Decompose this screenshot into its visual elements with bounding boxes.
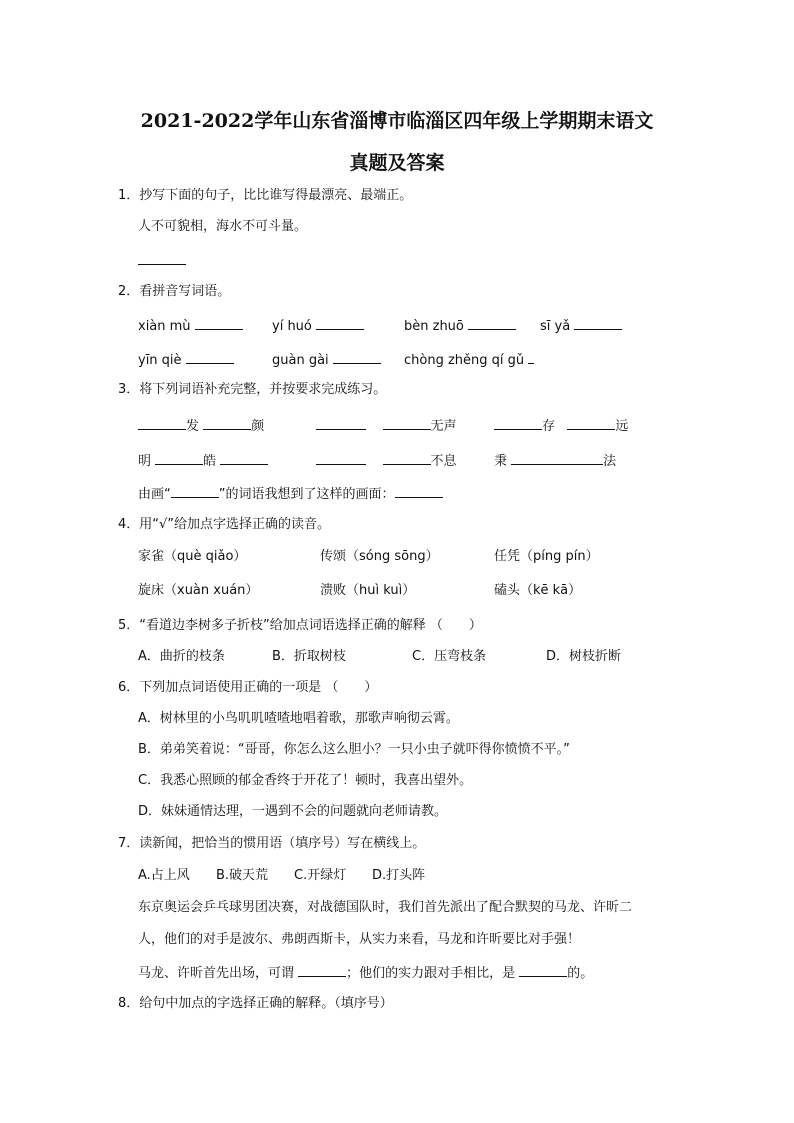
text: ”的词语我想到了这样的画面：	[218, 487, 395, 502]
word-part: 存	[542, 419, 556, 434]
q2-item	[272, 351, 381, 369]
q7-option: C.开绿灯	[294, 868, 347, 883]
text: 的。	[567, 966, 594, 981]
text: ；他们的实力跟对手相比，是	[346, 966, 520, 981]
pinyin: chòng zhěng qí gǔ	[404, 353, 525, 368]
pinyin: yí huó	[272, 319, 312, 334]
q6-option: D．妹妹通情达理，一遇到不会的问题就向老师请教。	[138, 804, 448, 819]
pinyin: sī yǎ	[540, 319, 571, 334]
q7-text: 东京奥运会乒乓球男团决赛，对战德国队时，我们首先派出了配合默契的马龙、许昕二	[138, 900, 633, 915]
q6-option: B．弟弟笑着说：“哥哥，你怎么这么胆小？一只小虫子就吓得你愤愤不平。”	[138, 742, 570, 757]
q5-option: B．折取树枝	[272, 649, 346, 664]
q2-item	[138, 351, 234, 369]
q2-item	[138, 317, 243, 335]
word-part: 明	[138, 454, 152, 469]
q7-text-blanks	[138, 964, 593, 982]
q6-option: C．我悉心照顾的郁金香终于开花了！顿时，我喜出望外。	[138, 773, 473, 788]
q1-answer-blank	[138, 252, 186, 270]
q4-item: 溃败（huì kuì）	[320, 583, 416, 598]
q3-row1b	[316, 417, 457, 435]
q7-option: A.占上风	[138, 868, 190, 883]
word-part: 秉	[494, 454, 508, 469]
q3-row3	[138, 485, 443, 503]
title-line-1: 2021-2022学年山东省淄博市临淄区四年级上学期期末语文	[140, 110, 654, 132]
q3-stem: 3．将下列词语补充完整，并按要求完成练习。	[118, 382, 387, 397]
q5-stem: 5．“看道边李树多子折枝”给加点词语选择正确的解释 （ ）	[118, 618, 482, 633]
q2-item	[404, 351, 534, 369]
q7-text: 人，他们的对手是波尔、弗朗西斯卡，从实力来看，马龙和许昕要比对手强！	[138, 932, 581, 947]
q3-row1c	[494, 417, 628, 435]
q4-item: 磕头（kē kā）	[494, 583, 582, 598]
q3-row1	[138, 417, 264, 435]
q5-option: C．压弯枝条	[412, 649, 487, 664]
word-part: 远	[615, 419, 629, 434]
q6-option: A．树林里的小鸟叽叽喳喳地唱着歌，那歌声响彻云霄。	[138, 711, 459, 726]
q4-item: 旋床（xuàn xuán）	[138, 583, 259, 598]
text: 马龙、许昕首先出场，可谓	[138, 966, 299, 981]
text: 由画“	[138, 487, 171, 502]
q3-row2b	[316, 452, 457, 470]
q4-stem: 4．用“√”给加点字选择正确的读音。	[118, 517, 331, 532]
word-part: 皓	[203, 454, 217, 469]
q3-row2	[138, 452, 268, 470]
q5-option: A．曲折的枝条	[138, 649, 225, 664]
q4-item: 家雀（què qiǎo）	[138, 549, 247, 564]
pinyin: xiàn mù	[138, 319, 191, 334]
word-part: 颜	[251, 419, 265, 434]
q1-sentence: 人不可貌相，海水不可斗量。	[138, 219, 308, 234]
word-part: 不息	[430, 454, 457, 469]
q4-item: 传颂（sóng sōng）	[320, 549, 439, 564]
q7-stem: 7．读新闻，把恰当的惯用语（填序号）写在横线上。	[118, 836, 426, 851]
q8-stem: 8．给句中加点的字选择正确的解释。（填序号）	[118, 996, 393, 1011]
q3-row2c	[494, 452, 616, 470]
word-part: 法	[603, 454, 617, 469]
q2-item	[272, 317, 364, 335]
q2-item	[540, 317, 622, 335]
pinyin: guàn gài	[272, 353, 329, 368]
q6-stem: 6．下列加点词语使用正确的一项是 （ ）	[118, 680, 378, 695]
pinyin: yīn qiè	[138, 353, 182, 368]
q4-item: 任凭（píng pín）	[494, 549, 599, 564]
q1-stem: 1．抄写下面的句子，比比谁写得最漂亮、最端正。	[118, 188, 413, 203]
q2-item	[404, 317, 516, 335]
title-line-2: 真题及答案	[349, 152, 445, 174]
q7-option: B.破天荒	[216, 868, 269, 883]
pinyin: bèn zhuō	[404, 319, 464, 334]
word-part: 无声	[430, 419, 457, 434]
word-part: 发	[186, 419, 200, 434]
q2-stem: 2．看拼音写词语。	[118, 284, 231, 299]
q7-option: D.打头阵	[372, 868, 426, 883]
q5-option: D．树枝折断	[546, 649, 622, 664]
